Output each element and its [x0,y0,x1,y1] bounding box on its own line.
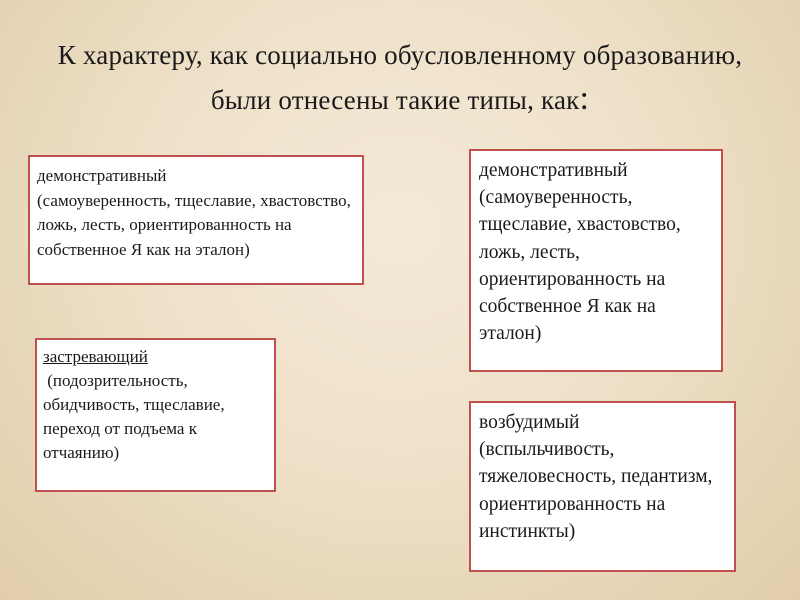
type-name: демонстративный [479,160,628,181]
type-box-demonstrative-small [28,155,364,285]
type-name: демонстративный [37,166,167,185]
type-box-demonstrative-large [469,149,723,372]
type-description: (самоуверенность, тщеславие, хвастовство, ложь, лесть, ориентированность на собственное Я как на эталон) [37,190,351,259]
slide-title-text: К характеру, как социально обусловленному образованию, были отнесены такие типы, как [57,40,743,115]
type-description: (подозрительность, обидчивость, тщеславие, переход от подъема к отчаянию) [43,371,229,462]
type-description: (самоуверенность, тщеславие, хвастовство, ложь, лесть, ориентированность на собственное Я как на эталон) [479,187,681,345]
type-box-excitable [469,401,736,572]
type-name: возбудимый [479,412,580,433]
type-name: застревающий [43,347,148,366]
type-description: (вспыльчивость, тяжеловесность, педантизм, ориентированность на инстинкты) [479,439,713,542]
slide-title [40,33,760,122]
type-box-stuck [35,338,276,492]
slide-title-colon: : [579,80,590,117]
